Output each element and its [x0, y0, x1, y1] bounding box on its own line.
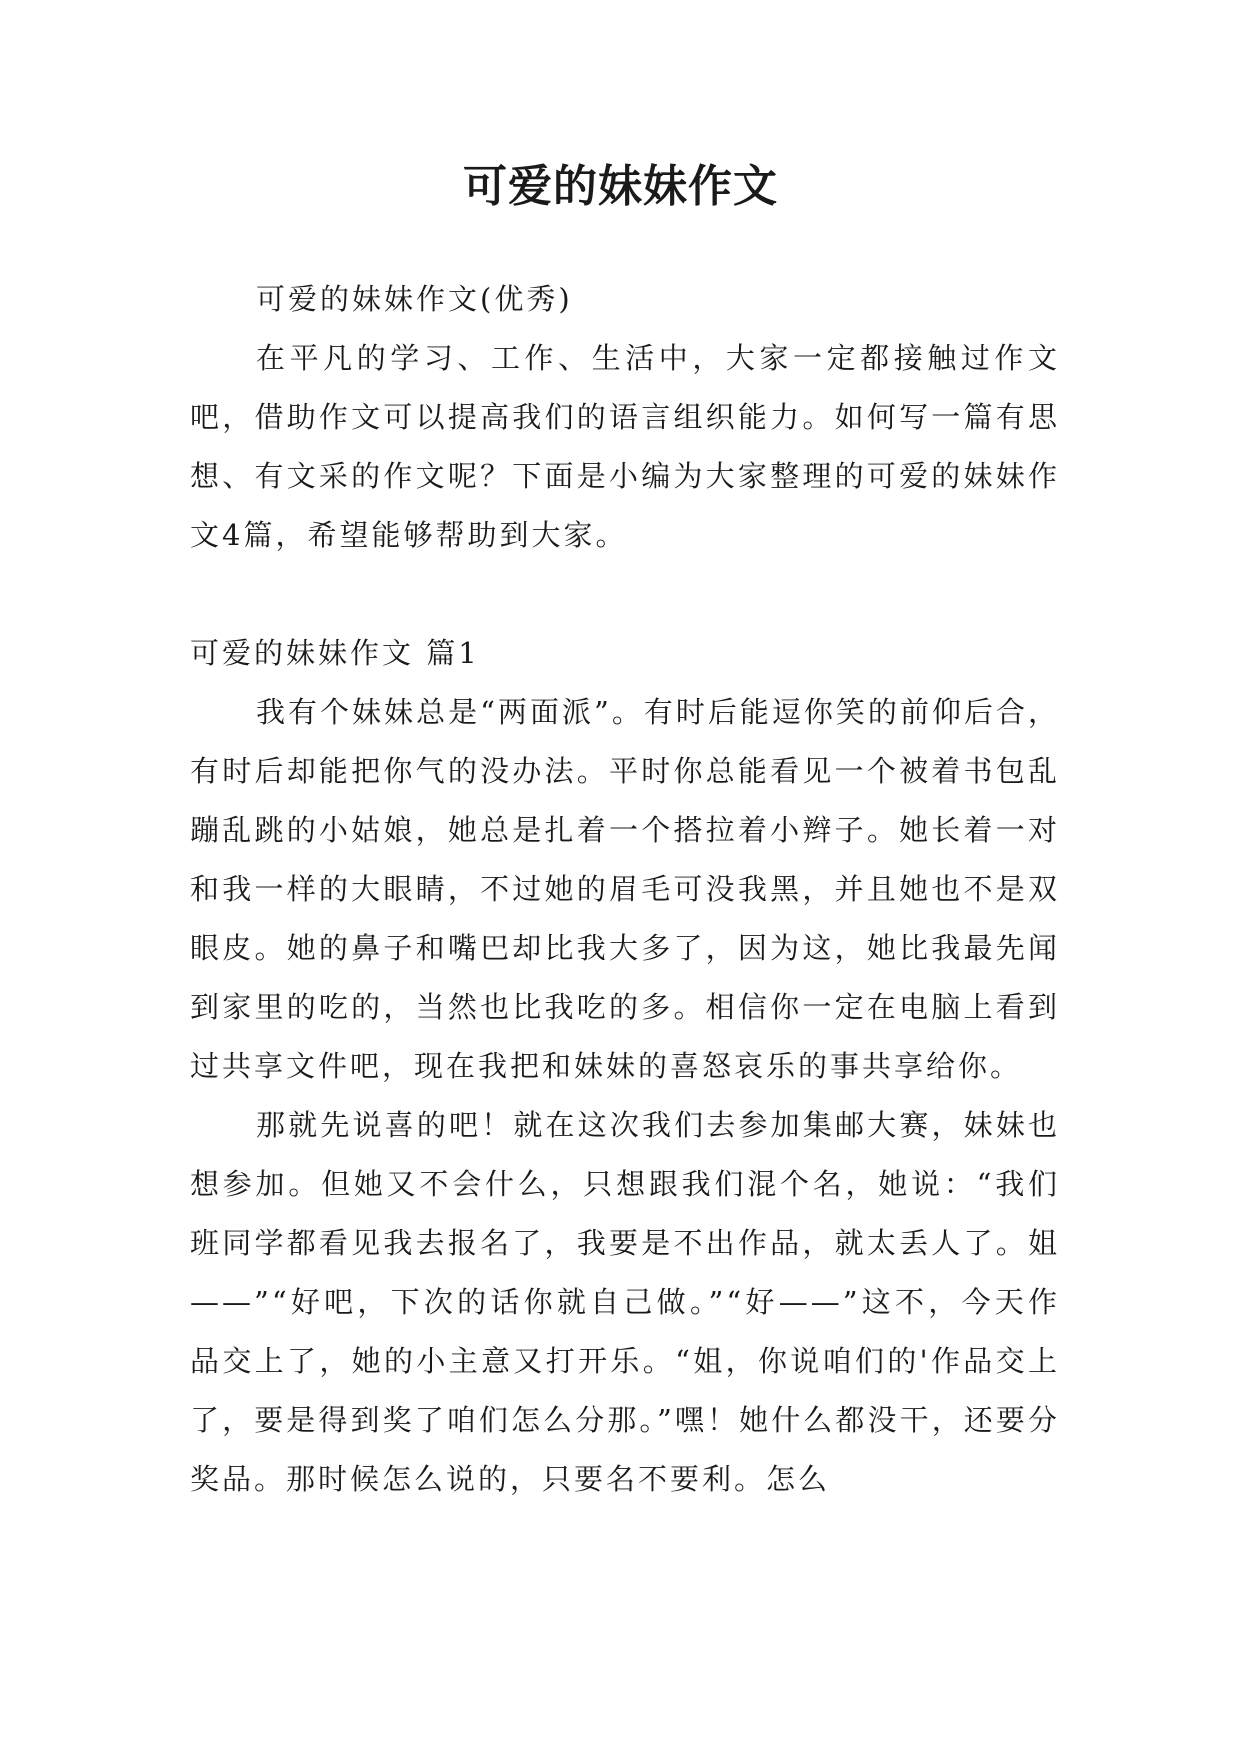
body-paragraph: 那就先说喜的吧！就在这次我们去参加集邮大赛，妹妹也想参加。但她又不会什么，只想跟我们混个名，她说：“我们班同学都看见我去报名了，我要是不出作品，就太丢人了。姐——”“好吧，下次的话你就自己做。”“好——”这不，今天作品交上了，她的小主意又打开乐。“姐，你说咱们的'作品交上了，要是得到奖了咱们怎么分那。”嘿！她什么都没干，还要分奖品。那时候怎么说的，只要名不要利。怎么 [190, 1108, 1060, 1496]
subtitle: 可爱的妹妹作文(优秀) [256, 282, 573, 316]
document-title: 可爱的妹妹作文 [463, 161, 778, 212]
document-body [190, 270, 1060, 1509]
intro-paragraph: 在平凡的学习、工作、生活中，大家一定都接触过作文吧，借助作文可以提高我们的语言组织能力。如何写一篇有思想、有文采的作文呢？下面是小编为大家整理的可爱的妹妹作文4篇，希望能够帮助到大家。 [190, 341, 1060, 552]
body-paragraph: 我有个妹妹总是“两面派”。有时后能逗你笑的前仰后合，有时后却能把你气的没办法。平时你总能看见一个被着书包乱蹦乱跳的小姑娘，她总是扎着一个搭拉着小辫子。她长着一对和我一样的大眼睛，不过她的眉毛可没我黑，并且她也不是双眼皮。她的鼻子和嘴巴却比我大多了，因为这，她比我最先闻到家里的吃的，当然也比我吃的多。相信你一定在电脑上看到过共享文件吧，现在我把和妹妹的喜怒哀乐的事共享给你。 [190, 695, 1060, 1083]
section-spacer [190, 565, 1060, 624]
section-heading: 可爱的妹妹作文 篇1 [190, 636, 480, 670]
